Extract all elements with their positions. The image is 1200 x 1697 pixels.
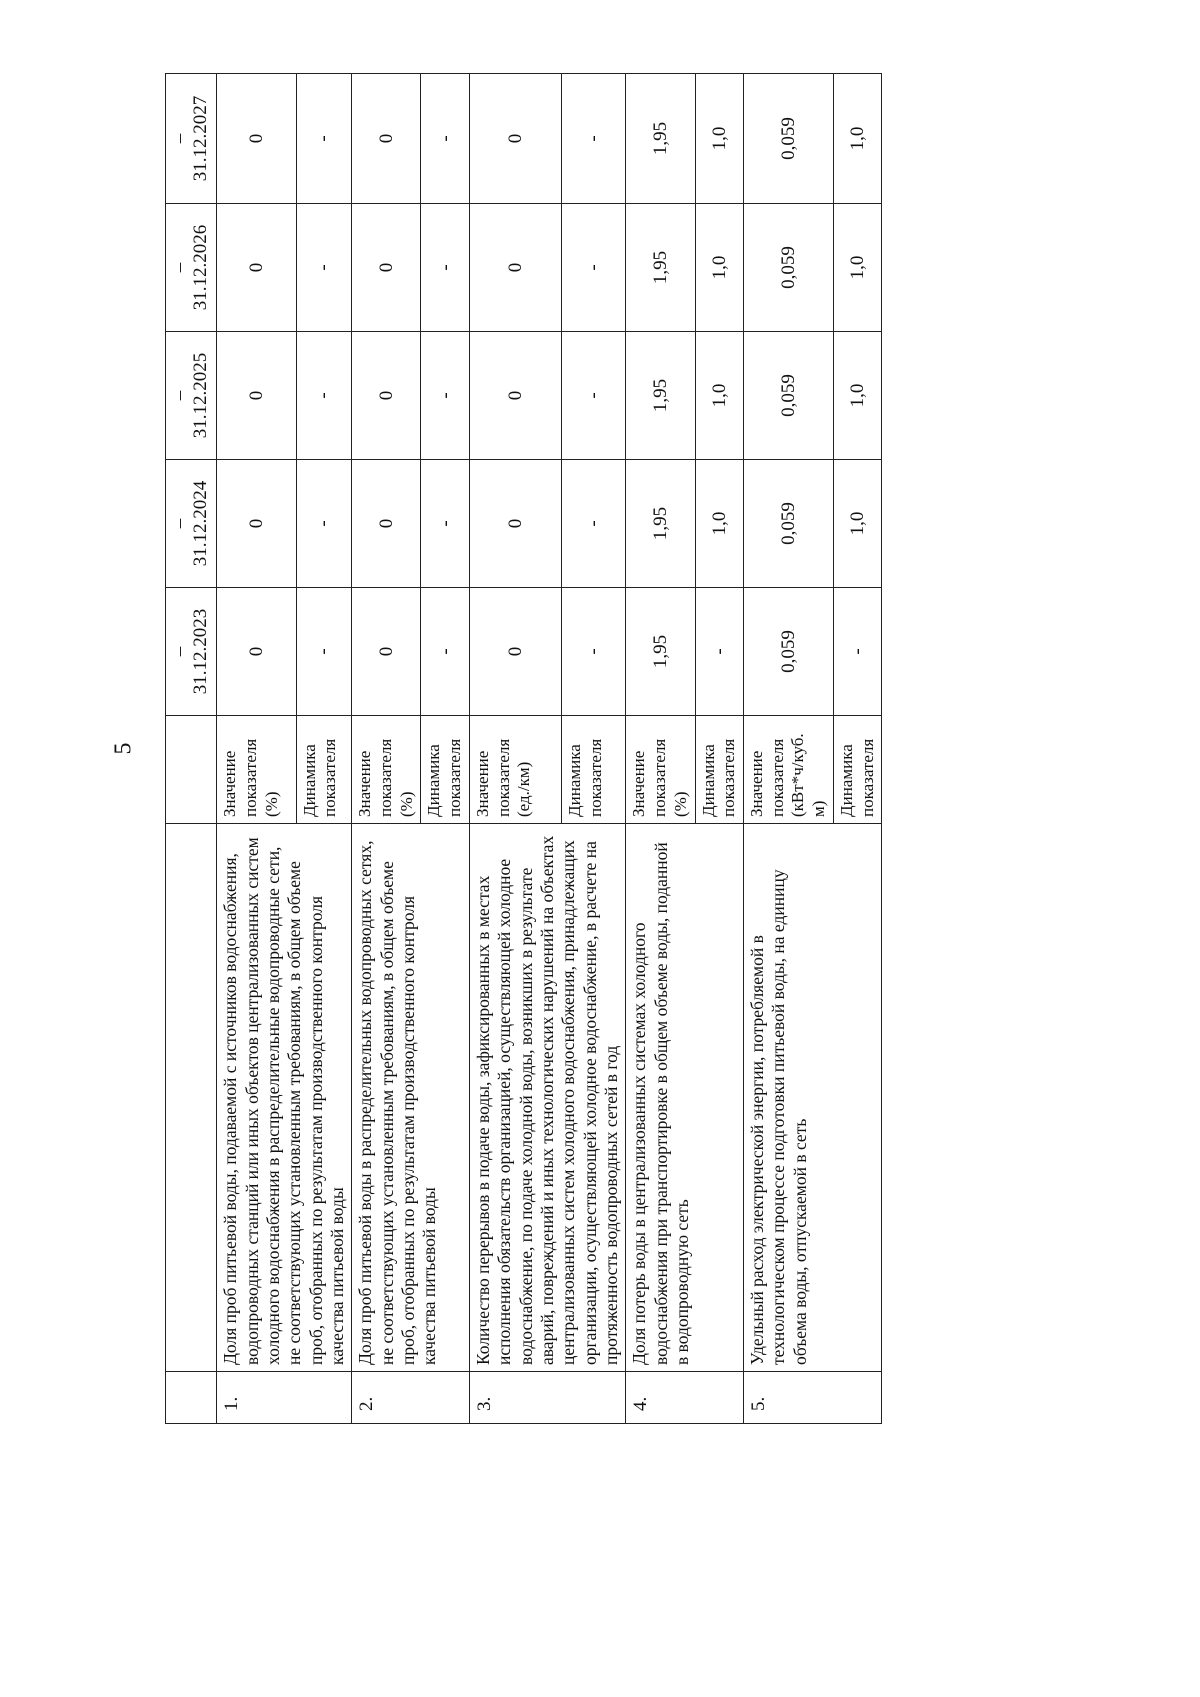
value-cell: 1,0 [833, 74, 881, 204]
value-cell: 0 [217, 588, 296, 716]
value-cell: 1,0 [695, 460, 743, 588]
header-row [166, 74, 217, 1424]
row-description: Количество перерывов в подаче воды, зафиксированных в местах исполнения обязательств организацией, осуществляющей холодное водоснабжение, по подаче холодной воды, возникших в результате аварий, повреждений и иных технологических нарушений на объектах централизованных систем холодного водоснабжения, принадлежащих организации, осуществляющей холодное водоснабжение, в расчете на протяженность водопроводных сетей в год [469, 824, 625, 1372]
indicator-table [165, 73, 882, 1424]
row-index: 4. [626, 1372, 744, 1424]
value-cell: - [833, 588, 881, 716]
table-row [743, 74, 833, 1424]
value-cell: - [421, 332, 469, 460]
value-cell: - [296, 204, 352, 332]
value-cell: 1,0 [695, 332, 743, 460]
value-cell: 0 [469, 204, 561, 332]
value-cell: 0 [352, 588, 421, 716]
value-cell: 1,0 [833, 332, 881, 460]
indicator-label: Значение показателя (%) [217, 716, 296, 824]
value-cell: 0 [469, 332, 561, 460]
value-cell: 0 [352, 460, 421, 588]
header-cell-2025: – 31.12.2025 [166, 332, 217, 460]
value-cell: 0 [469, 588, 561, 716]
value-cell: 1,95 [626, 204, 695, 332]
row-index: 3. [469, 1372, 625, 1424]
value-cell: 1,0 [695, 74, 743, 204]
value-cell: - [296, 460, 352, 588]
value-cell: 0,059 [743, 460, 833, 588]
indicator-label: Значение показателя (%) [352, 716, 421, 824]
header-cell-index [166, 1372, 217, 1424]
value-cell: 0 [352, 74, 421, 204]
indicator-label: Значение показателя (кВт*ч/куб. м) [743, 716, 833, 824]
value-cell: - [421, 460, 469, 588]
row-index: 2. [352, 1372, 470, 1424]
value-cell: - [561, 332, 625, 460]
value-cell: - [421, 74, 469, 204]
indicator-label: Значение показателя (ед./км) [469, 716, 561, 824]
value-cell: 0 [217, 332, 296, 460]
value-cell: 0 [217, 74, 296, 204]
indicator-label: Динамика показателя [833, 716, 881, 824]
header-cell-label [166, 716, 217, 824]
value-cell: - [561, 204, 625, 332]
value-cell: - [296, 74, 352, 204]
value-cell: 0,059 [743, 332, 833, 460]
indicator-label: Динамика показателя [561, 716, 625, 824]
row-description: Доля потерь воды в централизованных системах холодного водоснабжения при транспортировке в общем объеме воды, поданной в водопроводную сеть [626, 824, 744, 1372]
value-cell: 0 [469, 74, 561, 204]
row-description: Удельный расход электрической энергии, потребляемой в технологическом процессе подготовки питьевой воды, на единицу объема воды, отпускаемой в сеть [743, 824, 881, 1372]
row-index: 1. [217, 1372, 352, 1424]
table-row [217, 74, 296, 1424]
row-index: 5. [743, 1372, 881, 1424]
indicator-table-frame [165, 74, 1200, 1424]
value-cell: 0 [352, 204, 421, 332]
value-cell: 1,95 [626, 588, 695, 716]
value-cell: 1,95 [626, 74, 695, 204]
header-cell-2024: – 31.12.2024 [166, 460, 217, 588]
page-number: 5 [110, 742, 137, 755]
value-cell: - [561, 460, 625, 588]
value-cell: 1,0 [833, 204, 881, 332]
value-cell: - [296, 588, 352, 716]
table-body [217, 74, 882, 1424]
indicator-label: Значение показателя (%) [626, 716, 695, 824]
value-cell: - [421, 204, 469, 332]
value-cell: 1,95 [626, 332, 695, 460]
indicator-label: Динамика показателя [296, 716, 352, 824]
header-cell-description [166, 824, 217, 1372]
header-cell-2023: – 31.12.2023 [166, 588, 217, 716]
table-row [469, 74, 561, 1424]
value-cell: - [561, 74, 625, 204]
row-description: Доля проб питьевой воды в распределительных водопроводных сетях, не соответствующих установленным требованиям, в общем объеме проб, отобранных по результатам производственного контроля качества питьевой воды [352, 824, 470, 1372]
table-row [626, 74, 695, 1424]
value-cell: - [561, 588, 625, 716]
value-cell: 1,0 [833, 460, 881, 588]
value-cell: 0 [217, 460, 296, 588]
value-cell: 0 [352, 332, 421, 460]
indicator-label: Динамика показателя [421, 716, 469, 824]
header-cell-2027: – 31.12.2027 [166, 74, 217, 204]
indicator-label: Динамика показателя [695, 716, 743, 824]
row-description: Доля проб питьевой воды, подаваемой с источников водоснабжения, водопроводных станций или иных объектов централизованных систем холодного водоснабжения в распределительные водопроводные сети, не соответствующих установленным требованиям, в общем объеме проб, отобранных по результатам производственного контроля качества питьевой воды [217, 824, 352, 1372]
value-cell: 0 [217, 204, 296, 332]
value-cell: 1,0 [695, 204, 743, 332]
value-cell: 0,059 [743, 204, 833, 332]
header-cell-2026: – 31.12.2026 [166, 204, 217, 332]
value-cell: - [695, 588, 743, 716]
table-row [352, 74, 421, 1424]
value-cell: 1,95 [626, 460, 695, 588]
value-cell: - [421, 588, 469, 716]
value-cell: 0 [469, 460, 561, 588]
value-cell: 0,059 [743, 588, 833, 716]
value-cell: - [296, 332, 352, 460]
value-cell: 0,059 [743, 74, 833, 204]
